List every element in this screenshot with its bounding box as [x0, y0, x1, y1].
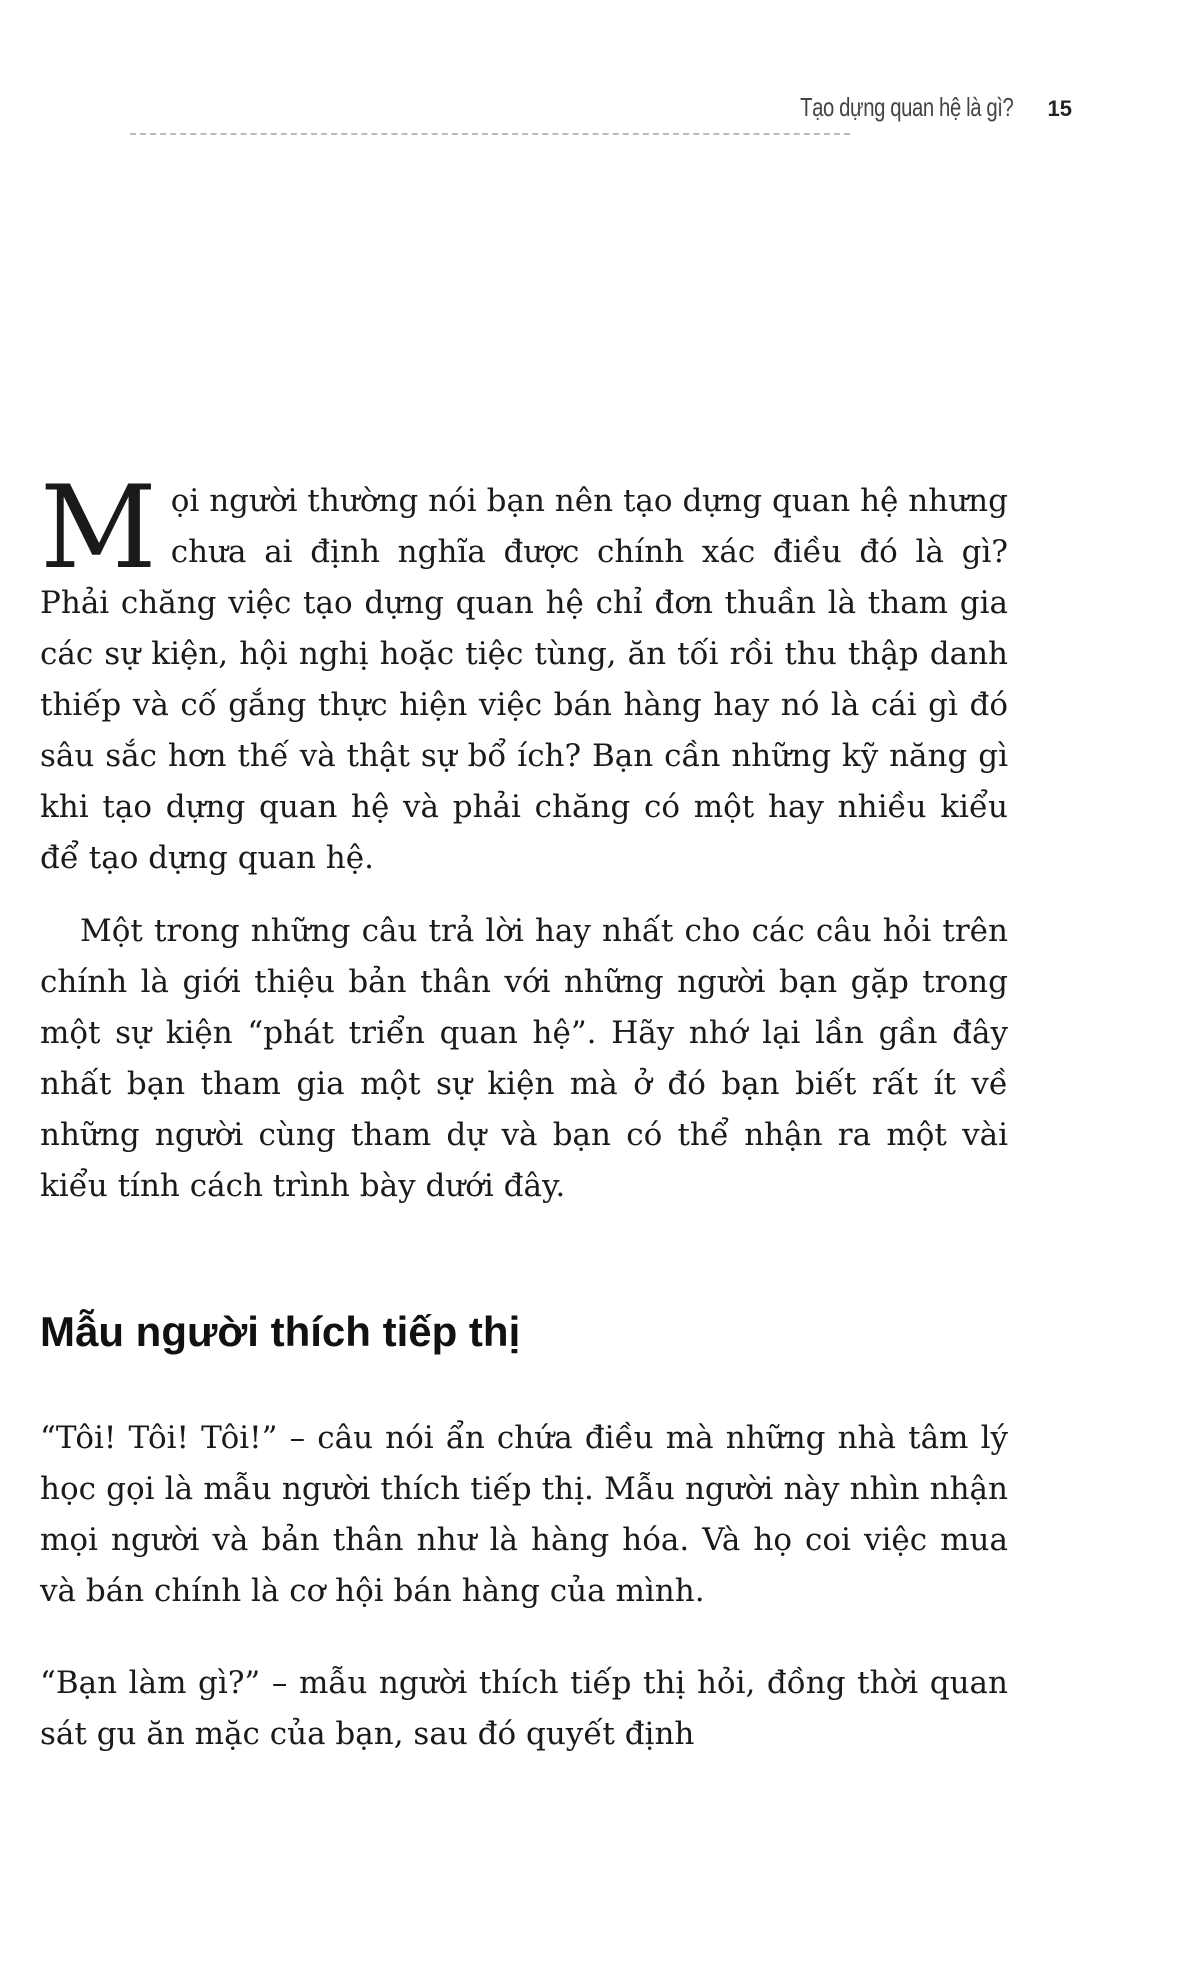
intro-paragraph — [40, 461, 1008, 884]
intro-block — [40, 461, 1008, 884]
section-paragraph-1: “Tôi! Tôi! Tôi!” – câu nói ẩn chứa điều mà những nhà tâm lý học gọi là mẫu người thích tiếp thị. Mẫu người này nhìn nhận mọi người và bản thân như là hàng hóa. Và họ coi việc mua và bán chính là cơ hội bán hàng của mình. — [40, 1420, 1008, 1609]
section-paragraph-2: “Bạn làm gì?” – mẫu người thích tiếp thị hỏi, đồng thời quan sát gu ăn mặc của bạn, sau đó quyết định — [40, 1665, 1008, 1752]
section-paragraph-block-1 — [40, 1413, 1008, 1617]
body-paragraph: Một trong những câu trả lời hay nhất cho các câu hỏi trên chính là giới thiệu bản thân với những người bạn gặp trong một sự kiện “phát triển quan hệ”. Hãy nhớ lại lần gần đây nhất bạn tham gia một sự kiện mà ở đó bạn biết rất ít về những người cùng tham dự và bạn có thể nhận ra một vài kiểu tính cách trình bày dưới đây. — [40, 913, 1008, 1204]
second-paragraph-block — [40, 906, 1008, 1212]
section-paragraph-block-2 — [40, 1658, 1008, 1760]
running-title: Tạo dựng quan hệ là gì? — [800, 92, 1014, 122]
section-heading: Mẫu người thích tiếp thị — [40, 1308, 521, 1355]
header-divider — [130, 133, 850, 135]
page-number: 15 — [1047, 96, 1072, 121]
intro-text: ọi người thường nói bạn nên tạo dựng quan hệ nhưng chưa ai định nghĩa được chính xác điều đó là gì? Phải chăng việc tạo dựng quan hệ chỉ đơn thuần là tham gia các sự kiện, hội nghị hoặc tiệc tùng, ăn tối rồi thu thập danh thiếp và cố gắng thực hiện việc bán hàng hay nó là cái gì đó sâu sắc hơn thế và thật sự bổ ích? Bạn cần những kỹ năng gì khi tạo dựng quan hệ và phải chăng có một hay nhiều kiểu để tạo dựng quan hệ. — [40, 483, 1008, 876]
drop-cap-letter: M — [40, 461, 157, 594]
running-header — [740, 92, 1072, 123]
